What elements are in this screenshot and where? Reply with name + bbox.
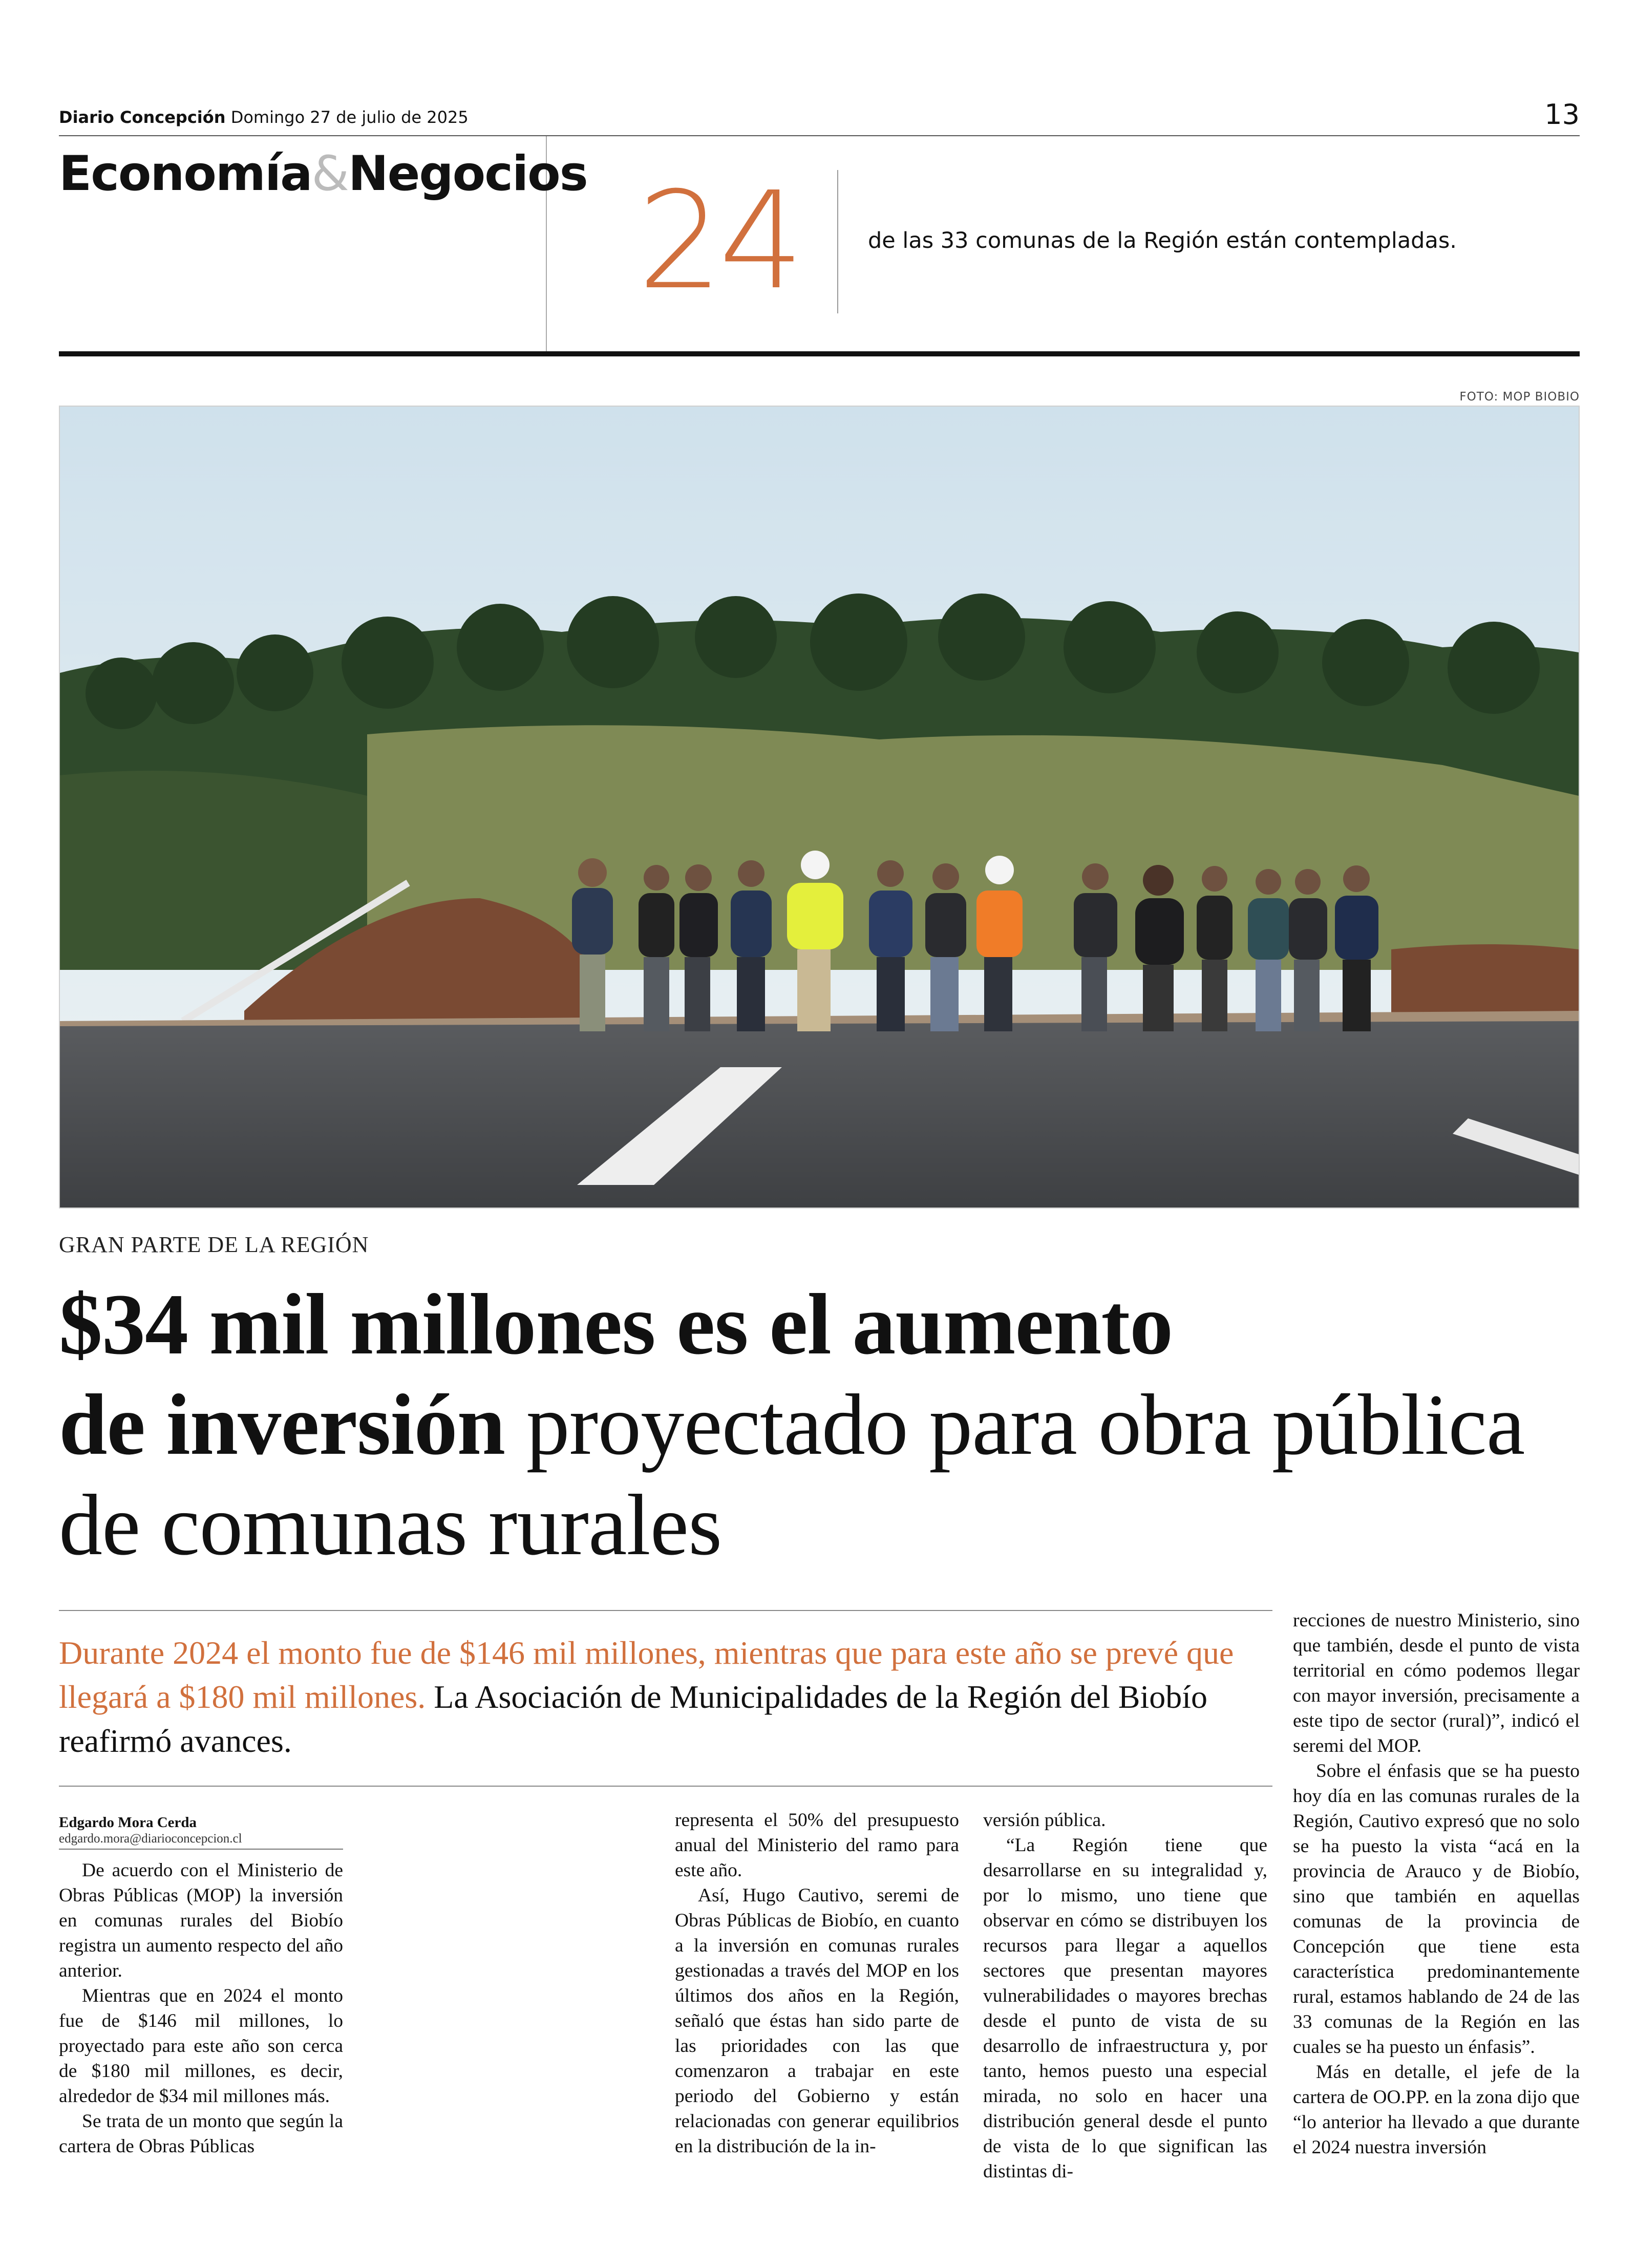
photo-illustration <box>60 407 1579 1207</box>
lead-bottom-rule <box>59 1786 1272 1787</box>
header-thick-rule <box>59 351 1580 356</box>
page-number: 13 <box>1544 98 1580 131</box>
stat-description: de las 33 comunas de la Región están contempladas. <box>868 228 1457 253</box>
section-title <box>59 146 587 202</box>
headline-bold-line1: $34 mil millones es el aumento <box>59 1276 1173 1372</box>
lead-text: La Asociación de Municipalidades de la Región del Biobío reafirmó avances. <box>59 1679 1208 1759</box>
body-column-2 <box>675 1808 959 2159</box>
newspaper-name: Diario Concepción <box>59 108 226 127</box>
body-paragraph: Sobre el énfasis que se ha puesto hoy día en las comunas rurales de la Región, Cautivo expresó que no solo se ha puesto la vista “acá en la provincia de Arauco y de Biobío, sino que también en aquellas comunas de la provincia de Concepción que tiene esta característica predominantemente rural, estamos hablando de 24 de las 33 comunas de la Región en las cuales se ha puesto un énfasis”. <box>1293 1761 1580 2058</box>
body-paragraph: Más en detalle, el jefe de la cartera de OO.PP. en la zona dijo que “lo anterior ha llevado a que durante el 2024 nuestra inversión <box>1293 2062 1580 2158</box>
section-title-part2: Negocios <box>348 146 587 202</box>
byline-rule <box>59 1849 343 1850</box>
body-column-1 <box>59 1858 343 2159</box>
body-paragraph: versión pública. <box>983 1810 1106 1831</box>
body-paragraph: “La Región tiene que desarrollarse en su integralidad y, por lo mismo, uno tiene que observar en cómo se distribuyen los recursos para llegar a aquellos sectores que presentan mayores vulnerabilidades o mayores brechas desde el punto de vista de su desarrollo de infraestructura y, por tanto, hemos puesto una especial mirada, no solo en hacer una distribución general desde el punto de vista de lo que significan las distintas di- <box>983 1835 1267 2182</box>
body-column-4 <box>1293 1608 1580 2160</box>
body-paragraph: Así, Hugo Cautivo, seremi de Obras Públicas de Biobío, en cuanto a la inversión en comunas rurales gestionadas a través del MOP en los últimos dos años en la Región, señaló que éstas han sido parte de las prioridades con las que comenzaron a trabajar en este periodo del Gobierno y están relacionadas con generar equilibrios en la distribución de la in- <box>675 1885 959 2157</box>
byline-author: Edgardo Mora Cerda <box>59 1814 197 1831</box>
body-paragraph: Mientras que en 2024 el monto fue de $146 mil millones, lo proyectado para este año son cerca de $180 mil millones, es decir, alrededor de $34 mil millones más. <box>59 1985 343 2107</box>
headline-regular: proyectado para obra pública de comunas rurales <box>59 1376 1525 1573</box>
body-paragraph: De acuerdo con el Ministerio de Obras Públicas (MOP) la inversión en comunas rurales del Biobío registra un aumento respecto del año anterior. <box>59 1860 343 1981</box>
headline-bold-line2: de inversión <box>59 1376 505 1473</box>
article-kicker: GRAN PARTE DE LA REGIÓN <box>59 1232 369 1257</box>
article-headline <box>59 1274 1544 1575</box>
section-title-ampersand: & <box>311 146 348 202</box>
body-column-3 <box>983 1808 1267 2184</box>
masthead-line <box>59 108 469 127</box>
body-paragraph: recciones de nuestro Ministerio, sino que también, desde el punto de vista territorial en cómo podemos llegar con mayor inversión, precisamente a este tipo de sector (rural)”, indicó el seremi del MOP. <box>1293 1610 1580 1756</box>
lead-accent-text: Durante 2024 el monto fue de $146 mil millones, mientras que para este año se prevé que llegará a $180 mil millones. <box>59 1635 1234 1715</box>
top-rule <box>59 135 1580 136</box>
issue-date: Domingo 27 de julio de 2025 <box>230 108 469 127</box>
article-lead <box>59 1631 1272 1763</box>
lead-top-rule <box>59 1610 1272 1611</box>
news-photo <box>59 406 1580 1209</box>
big-stat-number: 24 <box>638 163 800 319</box>
stat-divider <box>837 170 838 313</box>
body-paragraph: representa el 50% del presupuesto anual del Ministerio del ramo para este año. <box>675 1810 959 1881</box>
byline-email[interactable]: edgardo.mora@diarioconcepcion.cl <box>59 1832 242 1846</box>
section-title-part1: Economía <box>59 146 312 202</box>
body-paragraph: Se trata de un monto que según la cartera de Obras Públicas <box>59 2111 343 2157</box>
photo-credit: FOTO: MOP BIOBIO <box>1459 390 1580 404</box>
